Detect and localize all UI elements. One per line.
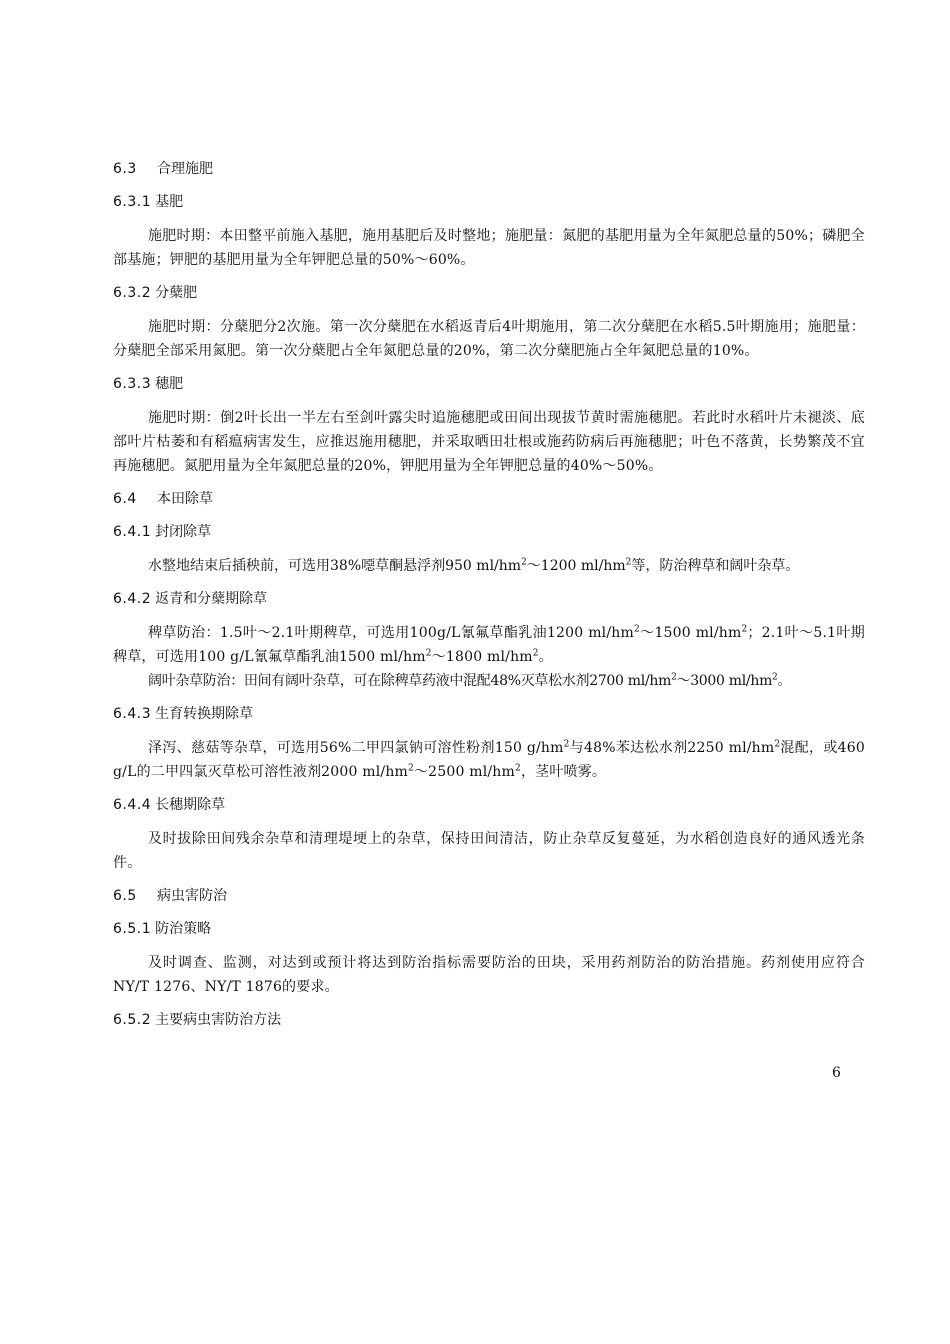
section-title: 长穗期除草 (155, 797, 226, 813)
paragraph-barnyard-grass-control: 稗草防治：1.5叶～2.1叶期稗草，可选用100g/L氰氟草酯乳油1200 $ml/hm^2\sim 1500$ $ml/hm^2$；2.1叶～5.1叶期稗草，可选用100 g/L氰氟草酯乳油1500 $ml/hm^2\sim 1800$ $ml/hm^2$。 (113, 624, 865, 665)
paragraph-control-strategy: 及时调查、监测，对达到或预计将达到防治指标需要防治的田块，采用药剂防治的防治措施。药剂使用应符合NY/T 1276、NY/T 1876的要求。 (113, 955, 865, 995)
section-title: 防治策略 (155, 921, 212, 937)
section-number: 6.4.2 (113, 591, 152, 607)
section-number: 6.5.1 (113, 921, 152, 937)
section-title: 封闭除草 (155, 524, 212, 540)
section-heading-6-5-1 (113, 918, 865, 940)
section-number: 6.4 (113, 491, 137, 507)
page-number: 6 (832, 1065, 841, 1081)
section-heading-6-5-2 (113, 1009, 865, 1031)
section-heading-6-4 (113, 488, 865, 510)
section-number: 6.3.2 (113, 285, 152, 301)
section-title: 病虫害防治 (157, 888, 227, 904)
document-body (113, 158, 865, 1042)
section-number: 6.3 (113, 161, 137, 177)
section-heading-6-3 (113, 158, 865, 180)
section-heading-6-5 (113, 885, 865, 907)
section-heading-6-4-2 (113, 588, 865, 610)
section-title: 穗肥 (155, 376, 184, 392)
section-heading-6-3-1 (113, 191, 865, 213)
section-number: 6.5 (113, 888, 137, 904)
section-title: 合理施肥 (157, 161, 213, 177)
section-title: 返青和分蘖期除草 (155, 591, 268, 607)
section-heading-6-3-2 (113, 282, 865, 304)
section-number: 6.3.1 (113, 194, 152, 210)
section-number: 6.4.1 (113, 524, 152, 540)
section-number: 6.4.3 (113, 706, 152, 722)
section-title: 本田除草 (157, 491, 213, 507)
section-title: 分蘖肥 (155, 285, 198, 301)
paragraph-heading-stage-weeding: 及时拔除田间残余杂草和清理堤埂上的杂草，保持田间清洁，防止杂草反复蔓延，为水稻创造良好的通风透光条件。 (113, 831, 865, 871)
paragraph-tillering-fertilizer: 施肥时期：分蘖肥分2次施。第一次分蘖肥在水稻返青后4叶期施用，第二次分蘖肥在水稻5.5叶期施用；施肥量：分蘖肥全部采用氮肥。第一次分蘖肥占全年氮肥总量的20%，第二次分蘖肥施占全年氮肥总量的10%。 (113, 319, 865, 359)
paragraph-broadleaf-weed-control: 阔叶杂草防治：田间有阔叶杂草，可在除稗草药液中混配48%灭草松水剂2700 $ml/hm^2\sim 3000$ $ml/hm^2$。 (148, 672, 792, 689)
paragraph-base-fertilizer: 施肥时期：本田整平前施入基肥，施用基肥后及时整地；施肥量：氮肥的基肥用量为全年氮肥总量的50%；磷肥全部基施；钾肥的基肥用量为全年钾肥总量的50%～60%。 (113, 228, 865, 268)
section-title: 生育转换期除草 (155, 706, 254, 722)
paragraph-closed-weeding: 水整地结束后插秧前，可选用38%噁草酮悬浮剂950 $ml/hm^2\sim 1200$ $ml/hm^2$等，防治稗草和阔叶杂草。 (148, 557, 800, 574)
section-heading-6-3-3 (113, 373, 865, 395)
section-title: 主要病虫害防治方法 (155, 1012, 282, 1028)
section-number: 6.5.2 (113, 1012, 152, 1028)
paragraph-panicle-fertilizer: 施肥时期：倒2叶长出一半左右至剑叶露尖时追施穗肥或田间出现拔节黄时需施穗肥。若此时水稻叶片未褪淡、底部叶片枯萎和有稻瘟病害发生，应推迟施用穗肥，并采取晒田壮根或施药防病后再施穗肥；叶色不落黄，长势繁茂不宜再施穗肥。氮肥用量为全年氮肥总量的20%，钾肥用量为全年钾肥总量的40%～50%。 (113, 410, 865, 474)
section-number: 6.4.4 (113, 797, 152, 813)
section-heading-6-4-1 (113, 521, 865, 543)
section-number: 6.3.3 (113, 376, 152, 392)
section-heading-6-4-4 (113, 794, 865, 816)
section-heading-6-4-3 (113, 703, 865, 725)
paragraph-transition-weeding: 泽泻、慈菇等杂草，可选用56%二甲四氯钠可溶性粉剂150 $g/hm^2$与48%苯达松水剂2250 $ml/hm^2$混配，或460 g/L的二甲四氯灭草松可溶性液剂2000 $ml/hm^2\sim 2500$ $ml/hm^2$，茎叶喷雾。 (113, 739, 865, 780)
section-title: 基肥 (155, 194, 184, 210)
